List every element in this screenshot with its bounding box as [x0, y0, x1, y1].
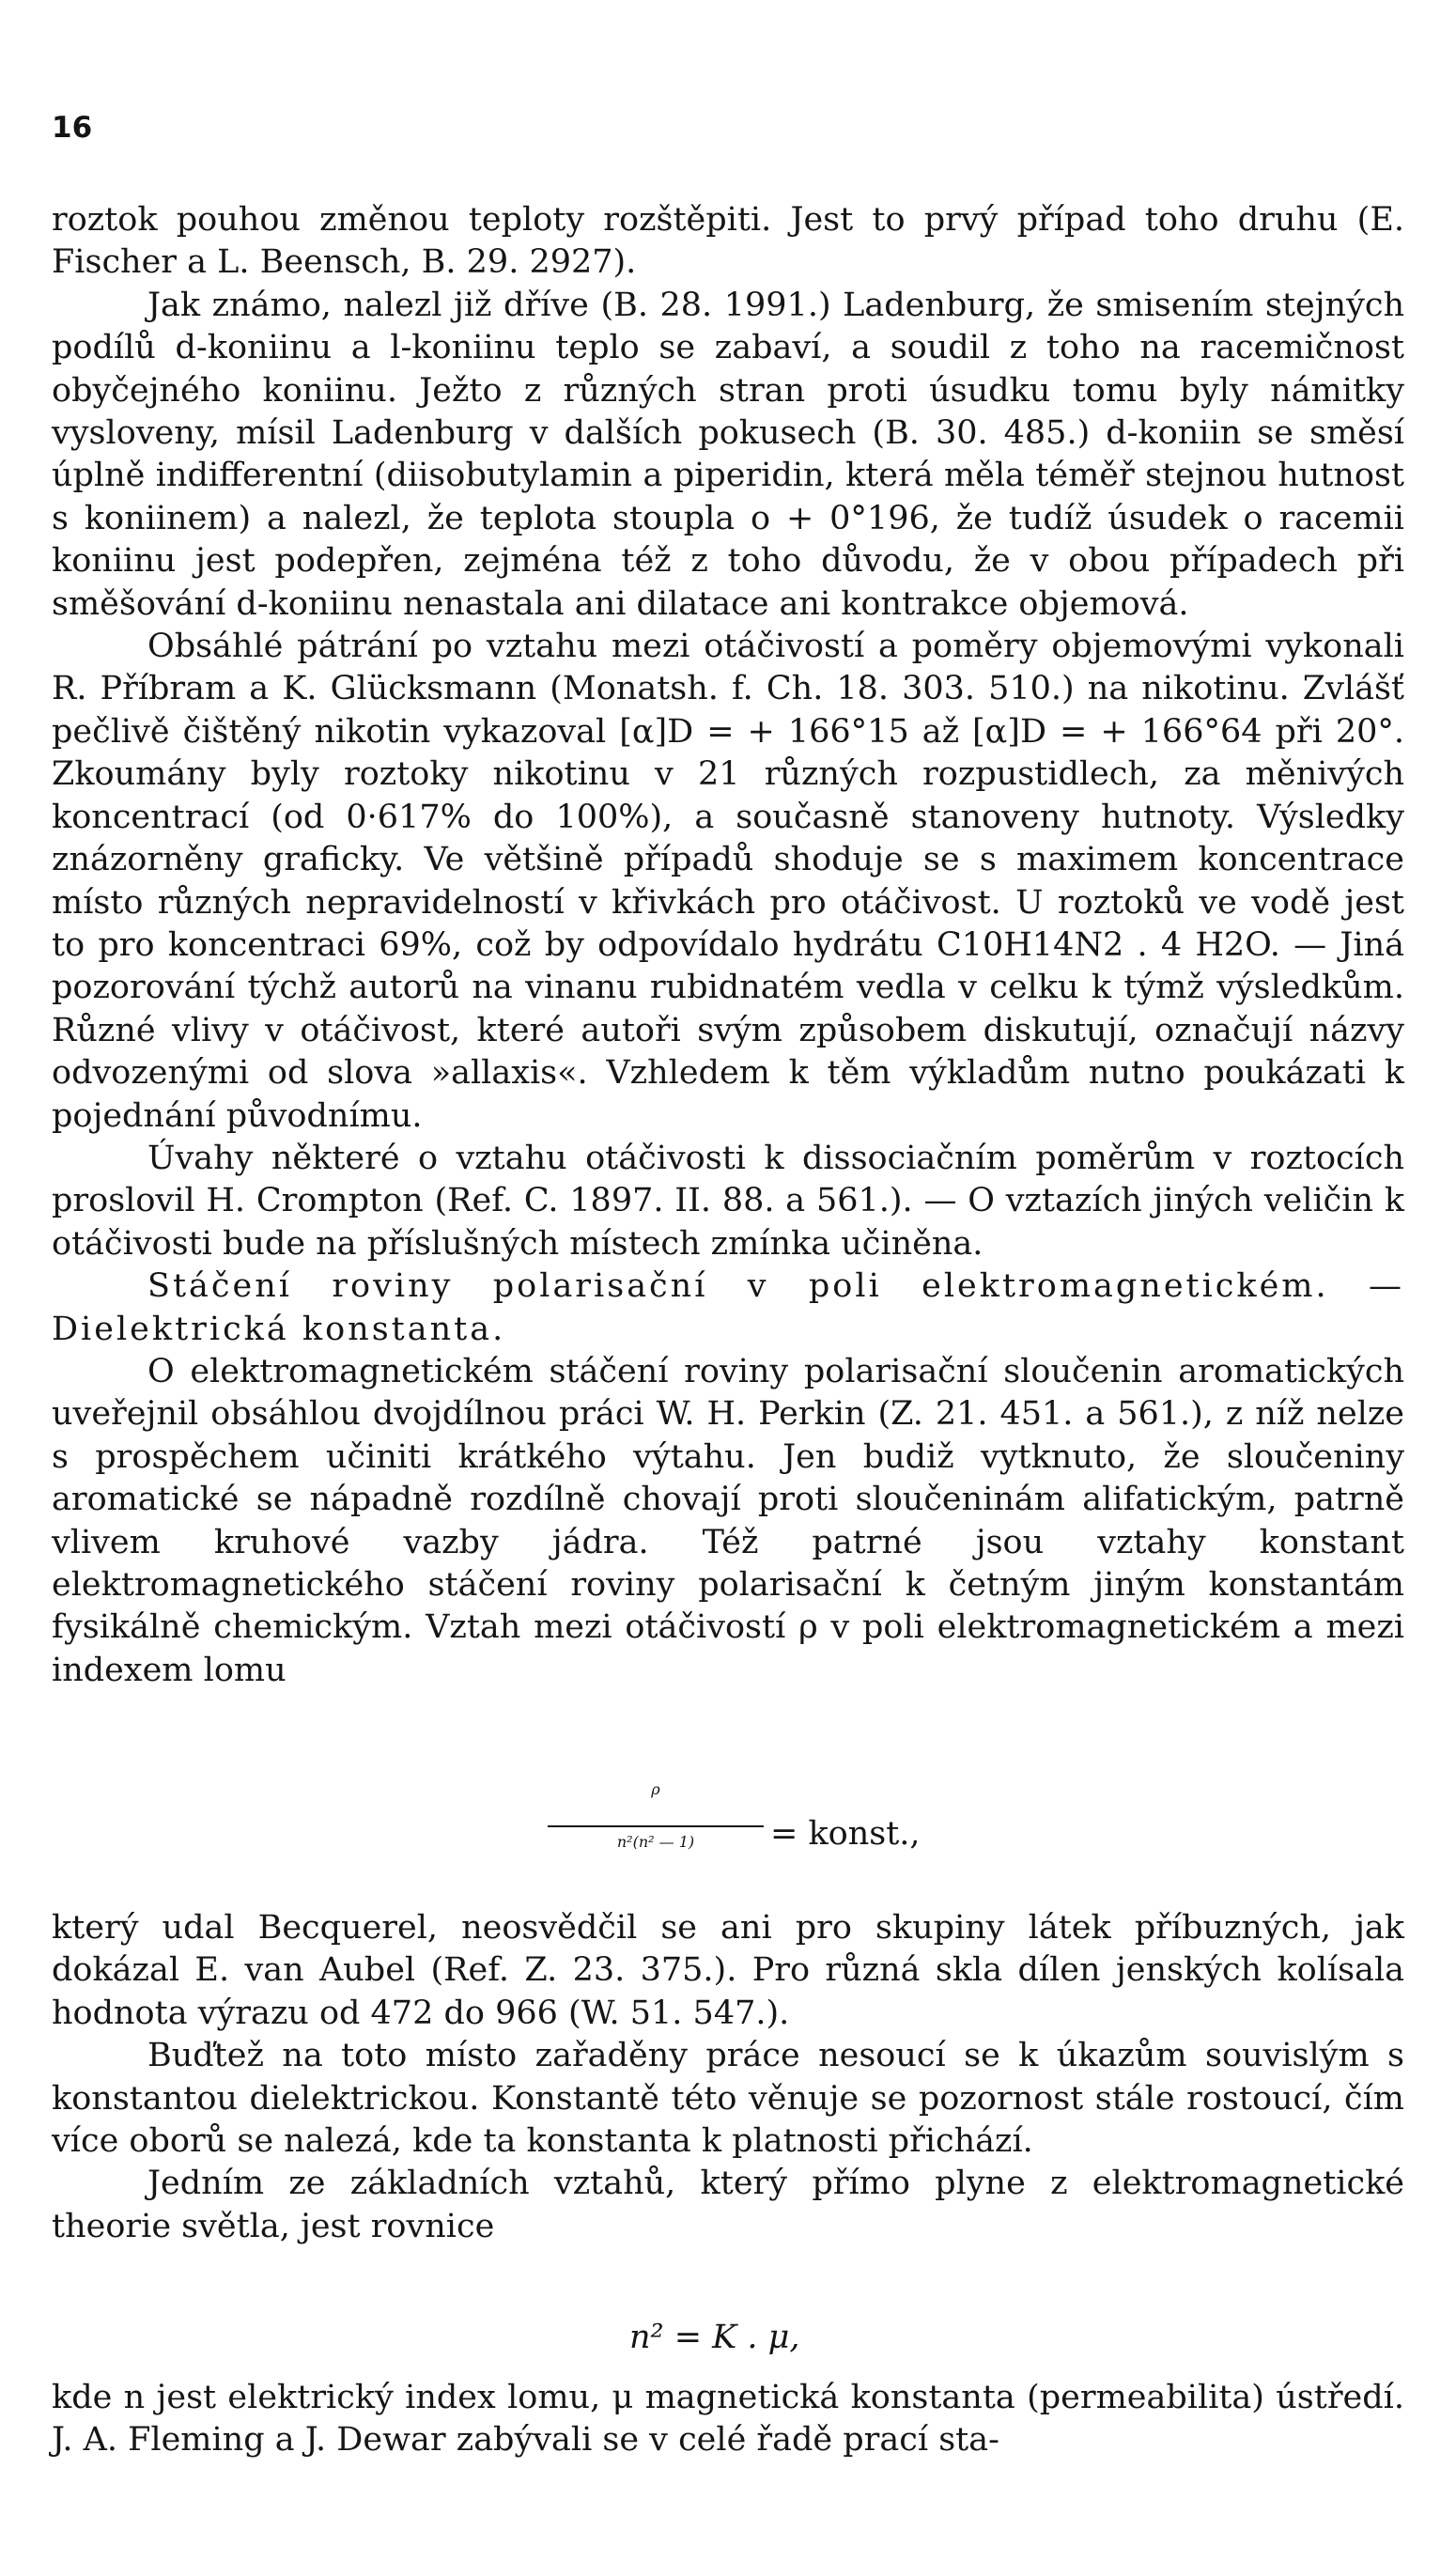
- text-block-main: [52, 199, 1404, 1692]
- paragraph-continuation: roztok pouhou změnou teploty rozštěpiti. Jest to prvý případ toho druhu (E. Fischer a L. Beensch, B. 29. 2927).: [52, 201, 1404, 282]
- equation-numerator: ρ: [651, 1780, 660, 1798]
- paragraph-nicotine: Obsáhlé pátrání po vztahu mezi otáčivostí a poměry objemovými vykonali R. Příbram a K. Glücksmann (Monatsh. f. Ch. 18. 303. 510.) na nikotinu. Zvlášť pečlivě čištěný nikotin vykazoval [α]D = + 166°15 až [α]D = + 166°64 při 20°. Zkoumány byly roztoky nikotinu v 21 různých rozpustidlech, za měnivých koncentrací (od 0·617% do 100%), a současně stanoveny hutnoty. Výsledky znázorněny graficky. Ve většině případů shoduje se s maximem koncentrace místo různých nepravidelností v křivkách pro otáčivost. U roztoků ve vodě jest to pro koncentraci 69%, což by odpovídalo hydrátu C10H14N2 . 4 H2O. — Jiná pozorování týchž autorů na vinanu rubidnatém vedla v celku k týmž výsledkům. Různé vlivy v otáčivost, které autoři svým způsobem diskutují, označují názvy odvozenými od slova »allaxis«. Vzhledem k těm výkladům nutno poukázati k pojednání původnímu.: [52, 628, 1404, 1135]
- paragraph-dielectric: Buďtež na toto místo zařaděny práce nesoucí se k úkazům souvislým s konstantou dielektrickou. Konstantě této věnuje se pozornost stále rostoucí, čím více oborů se nalezá, kde ta konstanta k platnosti přichází.: [52, 2037, 1404, 2161]
- text-block-second: [52, 1907, 1404, 2248]
- equation-rhs: = konst.,: [770, 1815, 921, 1853]
- paragraph-fleming-dewar: kde n jest elektrický index lomu, μ magnetická konstanta (permeabilita) ústředí. J. A. Fleming a J. Dewar zabývali se v celé řadě prací sta-: [52, 2379, 1404, 2460]
- text-block-third: [52, 2377, 1404, 2462]
- paragraph-ladenburg: Jak známo, nalezl již dříve (B. 28. 1991.) Ladenburg, že smisením stejných podílů d-koniinu a l-koniinu teplo se zabaví, a soudil z toho na racemičnost obyčejného koniinu. Ježto z různých stran proti úsudku tomu byly námitky vysloveny, mísil Ladenburg v dalších pokusech (B. 30. 485.) d-koniin se směsí úplně indifferentní (diisobutylamin a piperidin, která měla téměř stejnou hutnost s koniinem) a nalezl, že teplota stoupla o + 0°196, že tudíž úsudek o racemii koniinu jest podepřen, zejména též z toho důvodu, že v obou případech při směšování d-koniinu nenastala ani dilatace ani kontrakce objemová.: [52, 286, 1404, 623]
- paragraph-crompton: Úvahy některé o vztahu otáčivosti k dissociačním poměrům v roztocích proslovil H. Crompton (Ref. C. 1897. II. 88. a 561.). — O vztazích jiných veličin k otáčivosti bude na příslušných místech zmínka učiněna.: [52, 1139, 1404, 1263]
- paragraph-perkin: O elektromagnetickém stáčení roviny polarisační sloučenin aromatických uveřejnil obsáhlou dvojdílnou práci W. H. Perkin (Z. 21. 451. a 561.), z níž nelze s prospěchem učiniti krátkého výtahu. Jen budiž vytknuto, že sloučeniny aromatické se nápadně rozdílně chovají proti sloučeninám alifatickým, patrně vlivem kruhové vazby jádra. Též patrné jsou vztahy konstant elektromagnetického stáčení roviny polarisační k četným jiným konstantám fysikálně chemickým. Vztah mezi otáčivostí ρ v poli elektromagnetickém a mezi indexem lomu: [52, 1352, 1404, 1689]
- equation-fraction: [548, 1780, 764, 1884]
- page-number: 16: [52, 111, 93, 145]
- equation-denominator: n²(n² — 1): [616, 1833, 695, 1851]
- equation-maxwell: n² = K . μ,: [629, 2319, 800, 2356]
- fraction-bar: [548, 1825, 764, 1827]
- paragraph-becquerel: který udal Becquerel, neosvědčil se ani pro skupiny látek příbuzných, jak dokázal E. van Aubel (Ref. Z. 23. 375.). Pro různá skla dílen jenských kolísala hodnota výrazu od 472 do 966 (W. 51. 547.).: [52, 1909, 1404, 2032]
- paragraph-equation-intro: Jedním ze základních vztahů, který přímo plyne z elektromagnetické theorie světla, jest rovnice: [52, 2165, 1404, 2245]
- section-heading: Stáčení roviny polarisační v poli elektromagnetickém. — Dielektrická konstanta.: [52, 1267, 1404, 1348]
